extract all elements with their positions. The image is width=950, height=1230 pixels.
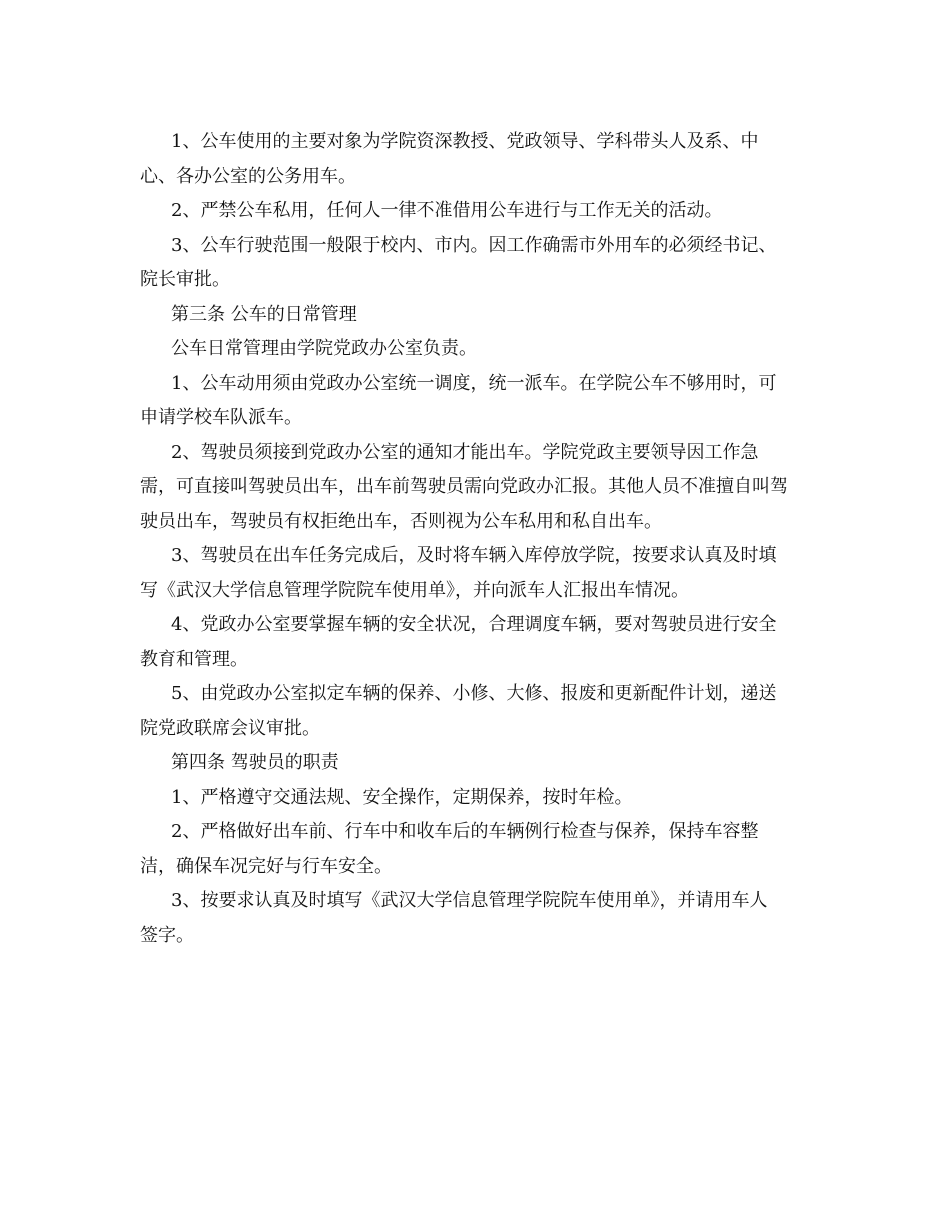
paragraph-line: 教育和管理。 [140,648,248,670]
paragraph-line: 签字。 [140,924,194,946]
paragraph-line: 需，可直接叫驾驶员出车，出车前驾驶员需向党政办汇报。其他人员不准擅自叫驾 [140,476,788,497]
paragraph-line: 心、各办公室的公务用车。 [140,165,356,187]
paragraph-line: 3、按要求认真及时填写《武汉大学信息管理学院院车使用单》，并请用车人 [171,890,768,911]
document-body [140,125,800,953]
paragraph-line: 院党政联席会议审批。 [140,717,320,739]
paragraph-line: 5、由党政办公室拟定车辆的保养、小修、大修、报废和更新配件计划，递送 [171,683,777,704]
paragraph-line: 3、公车行驶范围一般限于校内、市内。因工作确需市外用车的必须经书记、 [171,234,777,256]
paragraph-line: 2、驾驶员须接到党政办公室的通知才能出车。学院党政主要领导因工作急 [171,441,759,463]
paragraph-line: 3、驾驶员在出车任务完成后，及时将车辆入库停放学院，按要求认真及时填 [171,545,777,566]
section-heading: 第四条 驾驶员的职责 [171,752,339,773]
paragraph-line: 洁，确保车况完好与行车安全。 [140,855,392,877]
paragraph-line: 2、严禁公车私用，任何人一律不准借用公车进行与工作无关的活动。 [171,200,723,221]
paragraph-line: 写《武汉大学信息管理学院院车使用单》，并向派车人汇报出车情况。 [140,579,689,601]
paragraph-line: 1、公车动用须由党政办公室统一调度，统一派车。在学院公车不够用时，可 [171,372,777,394]
paragraph-line: 驶员出车，驾驶员有权拒绝出车，否则视为公车私用和私自出车。 [140,510,662,532]
paragraph-line: 公车日常管理由学院党政办公室负责。 [171,338,477,359]
paragraph-line: 申请学校车队派车。 [140,407,302,428]
paragraph-line: 院长审批。 [140,269,230,290]
paragraph-line: 1、严格遵守交通法规、安全操作，定期保养，按时年检。 [171,786,633,808]
paragraph-line: 4、党政办公室要掌握车辆的安全状况，合理调度车辆，要对驾驶员进行安全 [171,614,777,635]
paragraph-line: 1、公车使用的主要对象为学院资深教授、党政领导、学科带头人及系、中 [171,131,759,152]
paragraph-line: 2、严格做好出车前、行车中和收车后的车辆例行检查与保养，保持车容整 [171,821,759,842]
section-heading: 第三条 公车的日常管理 [171,303,357,325]
